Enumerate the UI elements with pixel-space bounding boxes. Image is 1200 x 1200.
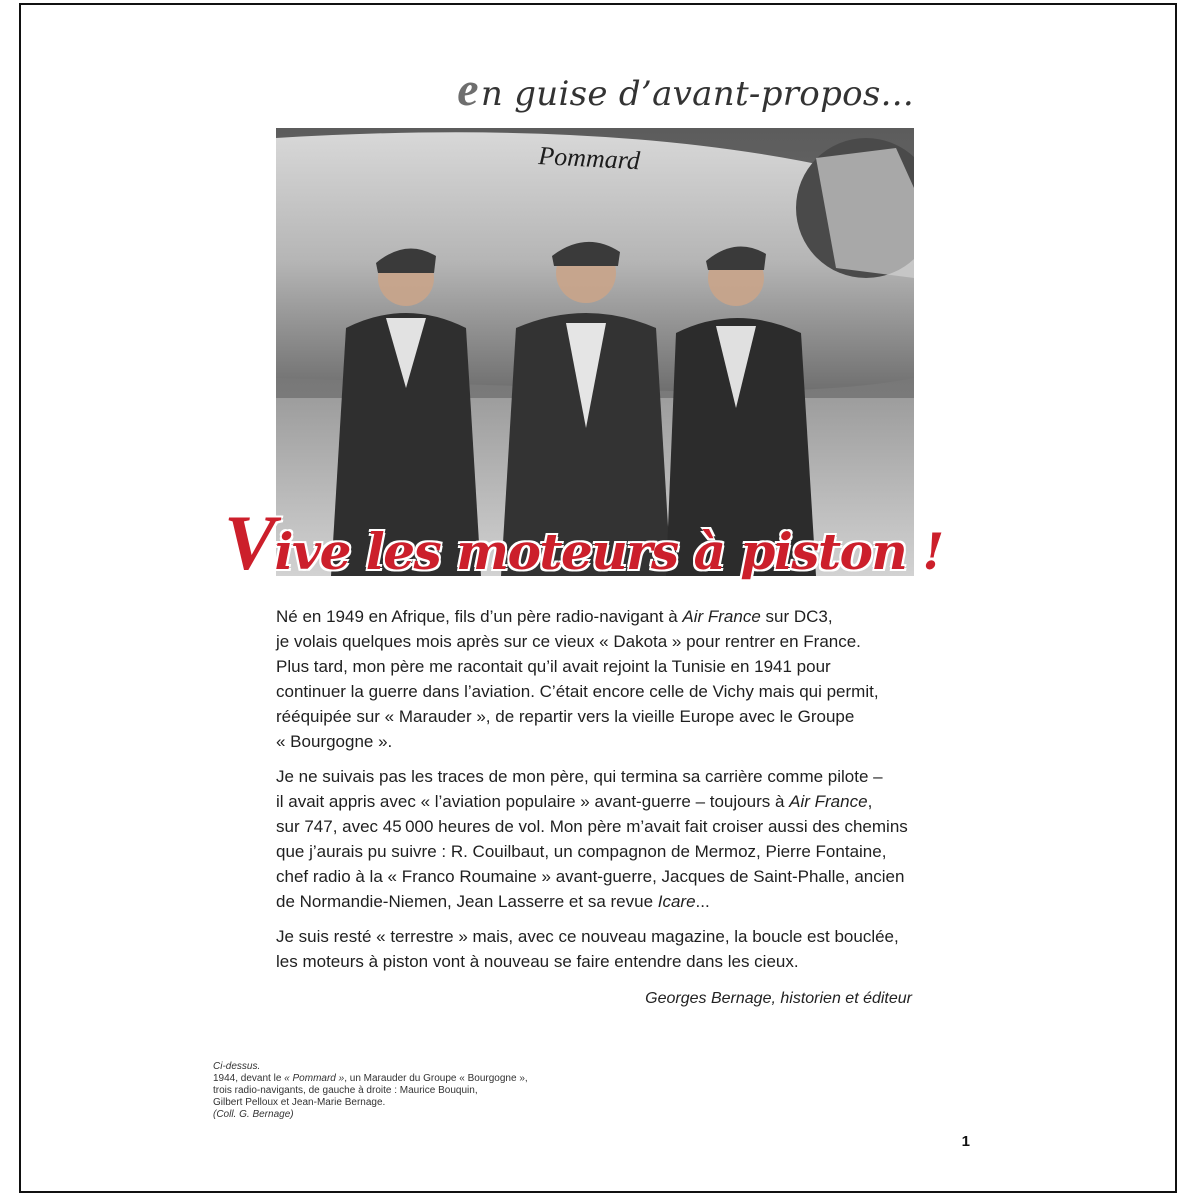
text-run: sur DC3, [760, 607, 833, 626]
headline-initial: V [224, 499, 275, 586]
text-run: ... [695, 892, 710, 911]
caption-line: Gilbert Pelloux et Jean-Marie Bernage. [213, 1097, 386, 1108]
text-run: il avait appris avec « l’aviation populaire » avant-guerre – toujours à [276, 792, 790, 811]
text-line [276, 864, 916, 889]
text-line [276, 814, 916, 839]
text-run: sur 747, avec 45 000 heures de vol. Mon père m’avait fait croiser aussi des chemins [276, 817, 908, 836]
italic-run: Air France [682, 607, 761, 626]
text-run: Plus tard, mon père me racontait qu’il avait rejoint la Tunisie en 1941 pour [276, 657, 831, 676]
caption-heading-text: Ci-dessus. [213, 1061, 261, 1072]
text-run: continuer la guerre dans l’aviation. C’était encore celle de Vichy mais qui permit, [276, 682, 879, 701]
page-headline [224, 498, 943, 588]
text-run: Je ne suivais pas les traces de mon père, qui termina sa carrière comme pilote – [276, 767, 883, 786]
kicker-initial: e [457, 63, 479, 116]
italic-run: Air France [789, 792, 868, 811]
text-run: que j’aurais pu suivre : R. Couilbaut, un compagnon de Mermoz, Pierre Fontaine, [276, 842, 887, 861]
aircraft-name-text: Pommard [537, 141, 641, 176]
text-line [276, 889, 916, 914]
text-run: je volais quelques mois après sur ce vieux « Dakota » pour rentrer en France. [276, 632, 861, 651]
text-line [276, 789, 916, 814]
caption-line: trois radio-navigants, de gauche à droite : Maurice Bouquin, [213, 1085, 478, 1096]
text-line [276, 764, 916, 789]
text-line [276, 604, 916, 629]
italic-run: Icare [657, 892, 696, 911]
text-run: 1944, devant le [213, 1073, 285, 1084]
text-line [276, 629, 916, 654]
text-run: , un Marauder du Groupe « Bourgogne », [344, 1073, 528, 1084]
article-body [276, 604, 916, 984]
text-run: « Bourgogne ». [276, 732, 393, 751]
italic-run: « Pommard » [284, 1073, 345, 1084]
text-run: Je suis resté « terrestre » mais, avec ce nouveau magazine, la boucle est bouclée, [276, 927, 899, 946]
text-run: chef radio à la « Franco Roumaine » avant-guerre, Jacques de Saint-Phalle, ancien [276, 867, 905, 886]
text-line [276, 704, 916, 729]
text-line [276, 924, 916, 949]
caption-heading [213, 1061, 543, 1073]
text-line [276, 679, 916, 704]
page-number: 1 [961, 1133, 970, 1150]
paragraph-2 [276, 764, 916, 914]
paragraph-3 [276, 924, 916, 974]
photo-caption [213, 1061, 543, 1121]
text-run: de Normandie-Niemen, Jean Lasserre et sa revue [276, 892, 658, 911]
text-line [276, 949, 916, 974]
text-run: Né en 1949 en Afrique, fils d’un père radio-navigant à [276, 607, 683, 626]
paragraph-1 [276, 604, 916, 754]
caption-credit-text: (Coll. G. Bernage) [213, 1109, 294, 1120]
author-signature: Georges Bernage, historien et éditeur [645, 990, 912, 1007]
headline-text: ive les moteurs à piston ! [274, 522, 943, 581]
caption-line [213, 1073, 543, 1085]
kicker-text: n guise d’avant-propos... [480, 74, 914, 114]
text-line [276, 839, 916, 864]
text-run: les moteurs à piston vont à nouveau se faire entendre dans les cieux. [276, 952, 799, 971]
text-run: , [867, 792, 873, 811]
text-line [276, 729, 916, 754]
text-line [276, 654, 916, 679]
section-kicker [457, 62, 914, 117]
caption-credit [213, 1109, 543, 1121]
text-run: rééquipée sur « Marauder », de repartir vers la vieille Europe avec le Groupe [276, 707, 855, 726]
